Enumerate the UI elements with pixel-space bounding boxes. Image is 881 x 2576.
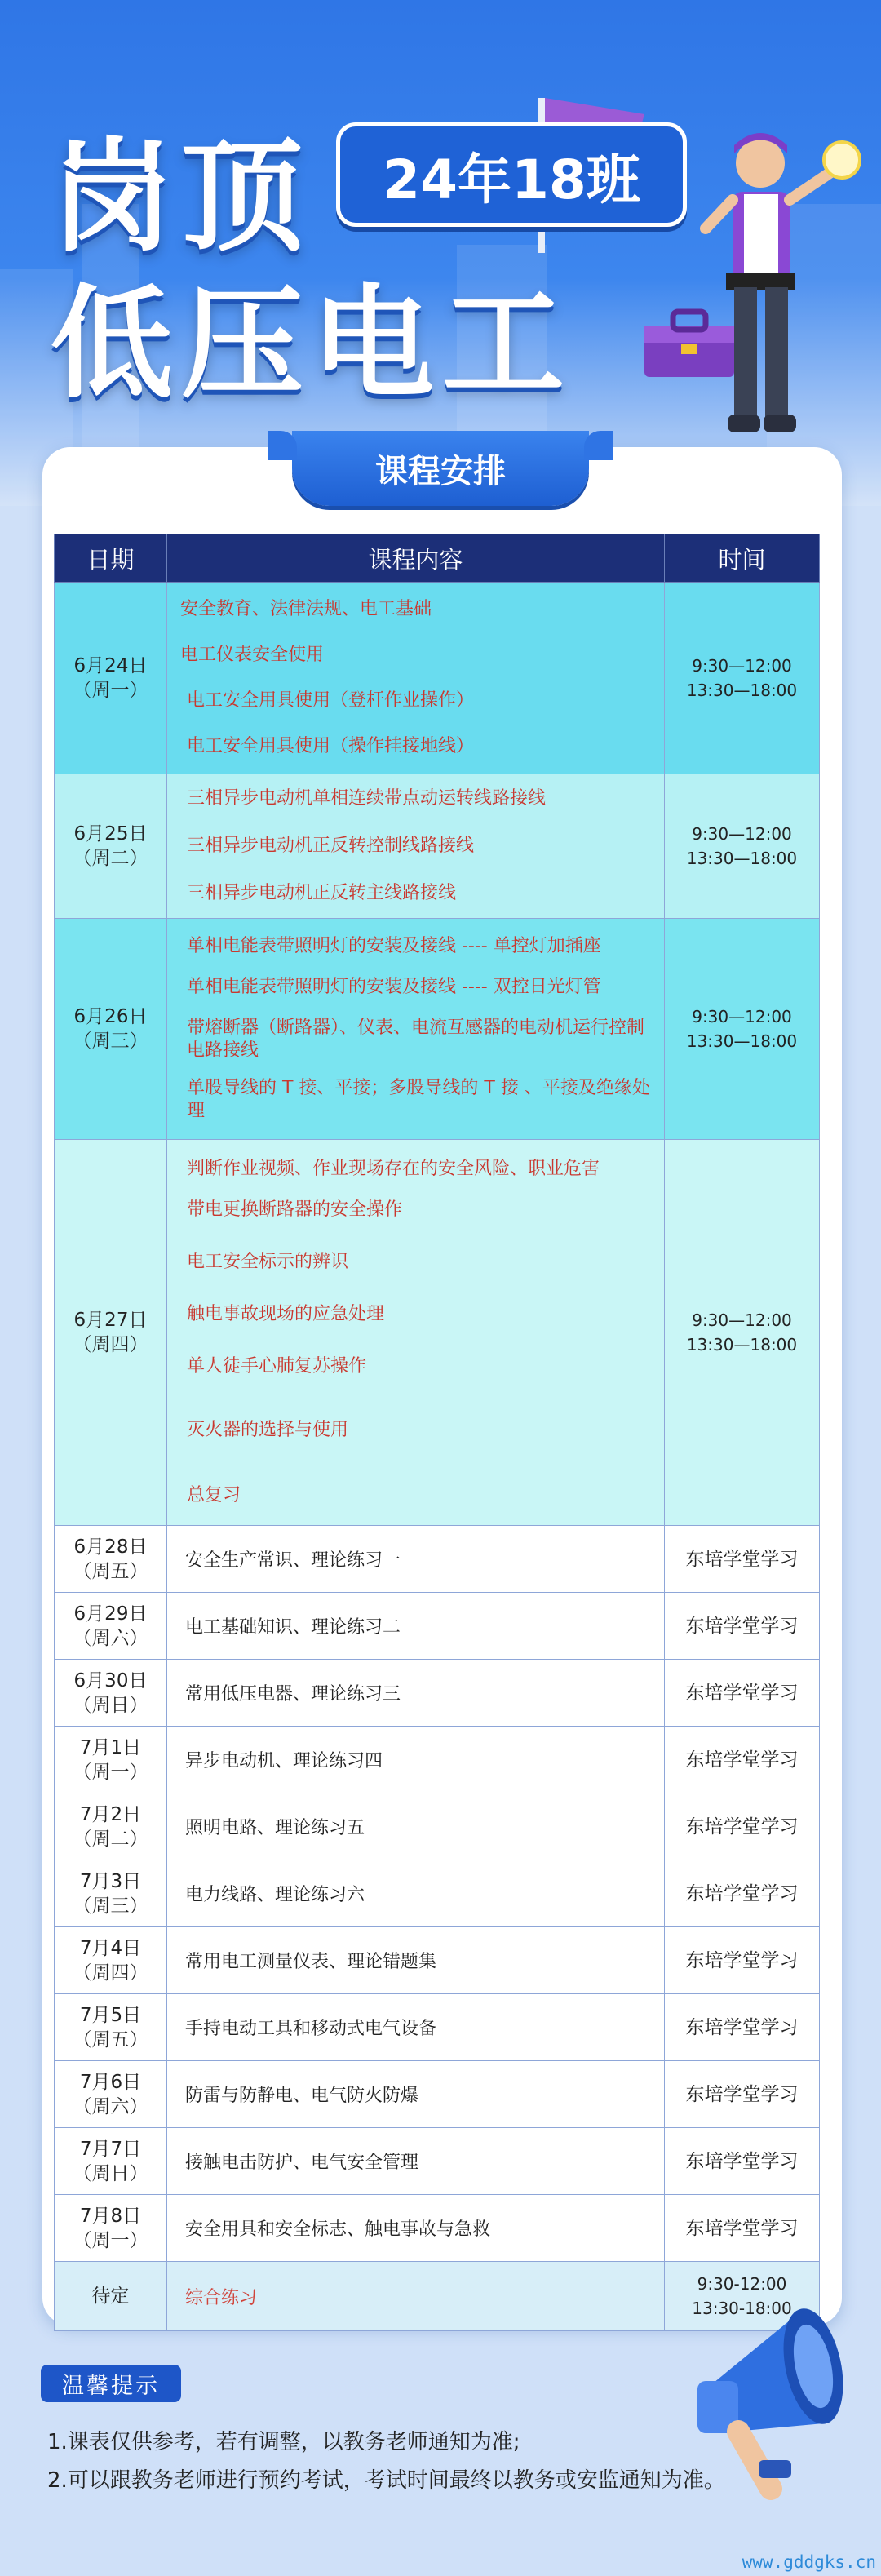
date-cell <box>55 2128 167 2195</box>
tip-line: 2.可以跟教务老师进行预约考试，考试时间最终以教务或安监通知为准。 <box>47 2468 725 2493</box>
time-afternoon: 13:30—18:00 <box>686 849 798 868</box>
content-cell: 电力线路、理论练习六 <box>167 1860 665 1927</box>
table-row <box>55 1660 820 1727</box>
time-cell: 东培学堂学习 <box>665 1593 820 1660</box>
time-cell <box>665 774 820 919</box>
time-morning: 9:30—12:00 <box>692 1310 792 1330</box>
list-item: 电工安全用具使用（操作挂接地线） <box>187 736 475 756</box>
header-date: 日期 <box>55 534 167 583</box>
table-row <box>55 1727 820 1793</box>
time-cell: 东培学堂学习 <box>665 2195 820 2262</box>
table-row <box>55 1526 820 1593</box>
content-cell: 电工基础知识、理论练习二 <box>167 1593 665 1660</box>
time-cell <box>665 583 820 774</box>
time-cell: 东培学堂学习 <box>665 1660 820 1727</box>
list-item: 带熔断器（断路器）、仪表、电流互感器的电动机运行控制电路接线 <box>187 1018 645 1061</box>
content-cell <box>167 1140 665 1526</box>
date-cell <box>55 1860 167 1927</box>
content-cell <box>167 774 665 919</box>
list-item: 单股导线的 T 接、平接；多股导线的 T 接 、平接及绝缘处理 <box>187 1078 650 1121</box>
list-item: 安全教育、法律法规、电工基础 <box>180 599 432 619</box>
time-cell: 东培学堂学习 <box>665 1793 820 1860</box>
table-row <box>55 1994 820 2061</box>
date-label: 6月27日 <box>73 1310 148 1331</box>
time-afternoon: 13:30-18:00 <box>692 2299 792 2318</box>
content-cell: 安全生产常识、理论练习一 <box>167 1526 665 1593</box>
table-row <box>55 1140 820 1526</box>
list-item: 电工安全标示的辨识 <box>187 1252 349 1272</box>
list-item: 触电事故现场的应急处理 <box>187 1304 385 1324</box>
date-label: 6月29日 <box>73 1603 148 1625</box>
class-badge: 24年18班 <box>336 122 687 227</box>
list-item: 三相异步电动机单相连续带点动运转线路接线 <box>187 788 547 809</box>
date-cell <box>55 583 167 774</box>
list-item: 单相电能表带照明灯的安装及接线 ---- 双控日光灯管 <box>187 977 601 997</box>
table-row <box>55 2128 820 2195</box>
content-cell: 接触电击防护、电气安全管理 <box>167 2128 665 2195</box>
date-cell <box>55 1994 167 2061</box>
date-cell <box>55 1793 167 1860</box>
date-label: 6月28日 <box>73 1536 148 1558</box>
time-cell: 东培学堂学习 <box>665 1526 820 1593</box>
weekday-label: （周四） <box>73 1962 148 1984</box>
weekday-label: （周一） <box>73 1761 148 1783</box>
weekday-label: （周六） <box>73 1627 148 1649</box>
table-row <box>55 774 820 919</box>
content-cell: 常用低压电器、理论练习三 <box>167 1660 665 1727</box>
list-item: 三相异步电动机正反转控制线路接线 <box>187 836 475 856</box>
electrician-illustration-icon <box>669 106 873 449</box>
date-label: 7月6日 <box>79 2071 142 2093</box>
time-morning: 9:30—12:00 <box>692 1007 792 1026</box>
date-cell: 待定 <box>55 2262 167 2331</box>
list-item: 单人徒手心肺复苏操作 <box>187 1356 367 1377</box>
date-cell <box>55 1660 167 1727</box>
weekday-label: （周四） <box>73 1334 148 1355</box>
content-cell: 安全用具和安全标志、触电事故与急救 <box>167 2195 665 2262</box>
table-row <box>55 2195 820 2262</box>
hero-title-location: 岗顶 <box>51 126 312 268</box>
time-afternoon: 13:30—18:00 <box>686 1335 798 1355</box>
weekday-label: （周日） <box>73 2162 148 2184</box>
time-cell: 东培学堂学习 <box>665 2061 820 2128</box>
list-item: 三相异步电动机正反转主线路接线 <box>187 883 457 903</box>
list-item: 总复习 <box>187 1485 241 1505</box>
weekday-label: （周日） <box>73 1694 148 1716</box>
footer-url: www.gddgks.cn <box>742 2552 876 2572</box>
list-item: 带电更换断路器的安全操作 <box>187 1199 403 1220</box>
tips-title: 温馨提示 <box>41 2365 181 2402</box>
date-cell <box>55 2195 167 2262</box>
date-label: 7月3日 <box>79 1870 142 1892</box>
date-cell <box>55 1727 167 1793</box>
table-row <box>55 1593 820 1660</box>
content-cell: 异步电动机、理论练习四 <box>167 1727 665 1793</box>
schedule-table <box>54 534 820 2331</box>
date-label: 7月2日 <box>79 1803 142 1825</box>
table-row <box>55 2061 820 2128</box>
time-morning: 9:30—12:00 <box>692 824 792 844</box>
date-label: 6月30日 <box>73 1669 148 1691</box>
list-item: 单相电能表带照明灯的安装及接线 ---- 单控灯加插座 <box>187 936 601 956</box>
date-label: 7月7日 <box>79 2138 142 2160</box>
weekday-label: （周一） <box>73 2229 148 2251</box>
weekday-label: （周二） <box>73 848 148 869</box>
content-cell: 手持电动工具和移动式电气设备 <box>167 1994 665 2061</box>
date-label: 7月1日 <box>79 1736 142 1758</box>
date-cell <box>55 1927 167 1994</box>
list-item: 灭火器的选择与使用 <box>187 1420 349 1440</box>
content-cell <box>167 583 665 774</box>
weekday-label: （周三） <box>73 1031 148 1052</box>
header-content: 课程内容 <box>167 534 665 583</box>
time-cell <box>665 1140 820 1526</box>
content-cell: 照明电路、理论练习五 <box>167 1793 665 1860</box>
time-morning: 9:30—12:00 <box>692 656 792 676</box>
time-cell: 东培学堂学习 <box>665 1860 820 1927</box>
table-row <box>55 583 820 774</box>
weekday-label: （周五） <box>73 1560 148 1582</box>
weekday-label: （周一） <box>73 680 148 701</box>
weekday-label: （周二） <box>73 1828 148 1850</box>
date-label: 6月25日 <box>73 823 148 845</box>
date-cell <box>55 1140 167 1526</box>
section-title-tab: 课程安排 <box>292 431 589 506</box>
content-cell <box>167 919 665 1140</box>
date-cell <box>55 919 167 1140</box>
table-row <box>55 919 820 1140</box>
weekday-label: （周六） <box>73 2095 148 2117</box>
table-row <box>55 1860 820 1927</box>
time-afternoon: 13:30—18:00 <box>686 681 798 700</box>
list-item: 电工仪表安全使用 <box>180 645 325 665</box>
time-morning: 9:30-12:00 <box>697 2274 787 2294</box>
time-cell: 东培学堂学习 <box>665 1727 820 1793</box>
date-cell <box>55 774 167 919</box>
weekday-label: （周三） <box>73 1895 148 1917</box>
table-row <box>55 1927 820 1994</box>
time-cell: 东培学堂学习 <box>665 2128 820 2195</box>
content-cell: 综合练习 <box>167 2262 665 2331</box>
time-afternoon: 13:30—18:00 <box>686 1031 798 1051</box>
date-label: 6月24日 <box>73 655 148 676</box>
table-row <box>55 1793 820 1860</box>
header-time: 时间 <box>665 534 820 583</box>
weekday-label: （周五） <box>73 2028 148 2051</box>
time-cell: 东培学堂学习 <box>665 1994 820 2061</box>
time-cell <box>665 919 820 1140</box>
date-label: 7月4日 <box>79 1937 142 1959</box>
hero-title-course: 低压电工 <box>51 273 573 415</box>
date-label: 7月5日 <box>79 2004 142 2026</box>
list-item: 电工安全用具使用（登杆作业操作） <box>187 690 475 711</box>
date-cell <box>55 1526 167 1593</box>
table-header-row <box>55 534 820 583</box>
content-cell: 防雷与防静电、电气防火防爆 <box>167 2061 665 2128</box>
list-item: 判断作业视频、作业现场存在的安全风险、职业危害 <box>187 1159 600 1179</box>
content-cell: 常用电工测量仪表、理论错题集 <box>167 1927 665 1994</box>
date-cell <box>55 2061 167 2128</box>
date-cell <box>55 1593 167 1660</box>
tip-line: 1.课表仅供参考，若有调整，以教务老师通知为准; <box>47 2430 520 2454</box>
date-label: 7月8日 <box>79 2205 142 2227</box>
time-cell: 东培学堂学习 <box>665 1927 820 1994</box>
megaphone-icon <box>681 2285 881 2505</box>
date-label: 6月26日 <box>73 1006 148 1027</box>
